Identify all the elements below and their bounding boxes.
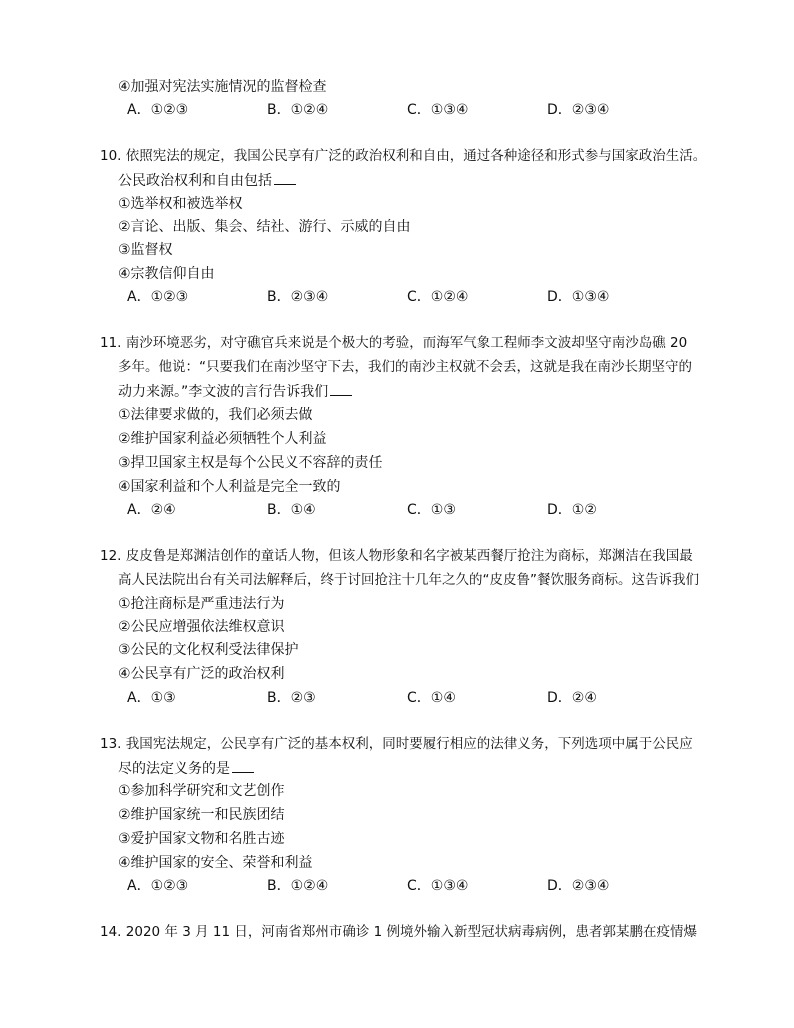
q11-statement-1: ①法律要求做的，我们必须去做 <box>118 407 313 423</box>
q12-option-d[interactable]: D．②④ <box>547 690 597 706</box>
q13-statement-3: ③爱护国家文物和名胜古迹 <box>118 831 285 847</box>
q12-statement-2: ②公民应增强依法维权意识 <box>118 619 285 635</box>
q9-option-b[interactable]: B．①②④ <box>267 102 329 118</box>
q13-stem-line-1: 13. 我国宪法规定，公民享有广泛的基本权利，同时要履行相应的法律义务，下列选项中属于公民应 <box>100 736 693 752</box>
q13-statement-2: ②维护国家统一和民族团结 <box>118 807 285 823</box>
q12-statement-1: ①抢注商标是严重违法行为 <box>118 596 285 612</box>
q11-option-c[interactable]: C．①③ <box>407 502 456 518</box>
q12-option-b[interactable]: B．②③ <box>267 690 316 706</box>
q9-option-c[interactable]: C．①③④ <box>407 102 469 118</box>
q11-statement-3: ③捍卫国家主权是每个公民义不容辞的责任 <box>118 455 383 471</box>
answer-blank <box>330 381 352 396</box>
answer-blank <box>232 758 254 773</box>
q9-option-a[interactable]: A．①②③ <box>127 102 189 118</box>
q11-option-d[interactable]: D．①② <box>547 502 597 518</box>
q9-option-d[interactable]: D．②③④ <box>547 102 610 118</box>
q12-option-c[interactable]: C．①④ <box>407 690 456 706</box>
q10-stem-line-2: 公民政治权利和自由包括 <box>118 170 296 190</box>
q13-statement-1: ①参加科学研究和文艺创作 <box>118 783 285 799</box>
q13-option-d[interactable]: D．②③④ <box>547 878 610 894</box>
q10-option-d[interactable]: D．①③④ <box>547 289 610 305</box>
q9-statement-4: ④加强对宪法实施情况的监督检查 <box>118 79 327 95</box>
q11-stem-line-1: 11. 南沙环境恶劣，对守礁官兵来说是个极大的考验，而海军气象工程师李文波却坚守南沙岛礁 20 <box>100 335 688 351</box>
q11-statement-4: ④国家利益和个人利益是完全一致的 <box>118 479 341 495</box>
q13-option-a[interactable]: A．①②③ <box>127 878 189 894</box>
q10-option-b[interactable]: B．②③④ <box>267 289 329 305</box>
q13-option-b[interactable]: B．①②④ <box>267 878 329 894</box>
q11-stem-line-3: 动力来源。”李文波的言行告诉我们 <box>118 381 352 401</box>
q10-statement-3: ③监督权 <box>118 242 173 258</box>
answer-blank <box>274 170 296 185</box>
q13-option-c[interactable]: C．①③④ <box>407 878 469 894</box>
q10-stem-line-1: 10. 依照宪法的规定，我国公民享有广泛的政治权利和自由，通过各种途径和形式参与国家政治生活。 <box>100 148 707 164</box>
q12-statement-4: ④公民享有广泛的政治权利 <box>118 666 285 682</box>
q10-option-c[interactable]: C．①②④ <box>407 289 469 305</box>
q11-option-a[interactable]: A．②④ <box>127 502 176 518</box>
q12-stem-line-1: 12. 皮皮鲁是郑渊洁创作的童话人物，但该人物形象和名字被某西餐厅抢注为商标，郑渊洁在我国最 <box>100 548 693 564</box>
q13-stem-line-2: 尽的法定义务的是 <box>118 758 254 778</box>
q12-statement-3: ③公民的文化权利受法律保护 <box>118 642 299 658</box>
q12-option-a[interactable]: A．①③ <box>127 690 176 706</box>
q10-statement-4: ④宗教信仰自由 <box>118 266 215 282</box>
q12-stem-line-2: 高人民法院出台有关司法解释后，终于讨回抢注十几年之久的“皮皮鲁”餐饮服务商标。这告诉我们 <box>118 572 699 588</box>
q13-statement-4: ④维护国家的安全、荣誉和利益 <box>118 855 313 871</box>
q11-option-b[interactable]: B．①④ <box>267 502 316 518</box>
q10-statement-1: ①选举权和被选举权 <box>118 196 243 212</box>
q14-stem-line-1: 14. 2020 年 3 月 11 日，河南省郑州市确诊 1 例境外输入新型冠状病毒病例，患者郭某鹏在疫情爆 <box>100 924 698 940</box>
q11-stem-line-2: 多年。他说：“只要我们在南沙坚守下去，我们的南沙主权就不会丢，这就是我在南沙长期坚守的 <box>118 359 692 375</box>
q11-statement-2: ②维护国家利益必须牺牲个人利益 <box>118 431 327 447</box>
q10-option-a[interactable]: A．①②③ <box>127 289 189 305</box>
q10-statement-2: ②言论、出版、集会、结社、游行、示威的自由 <box>118 219 411 235</box>
